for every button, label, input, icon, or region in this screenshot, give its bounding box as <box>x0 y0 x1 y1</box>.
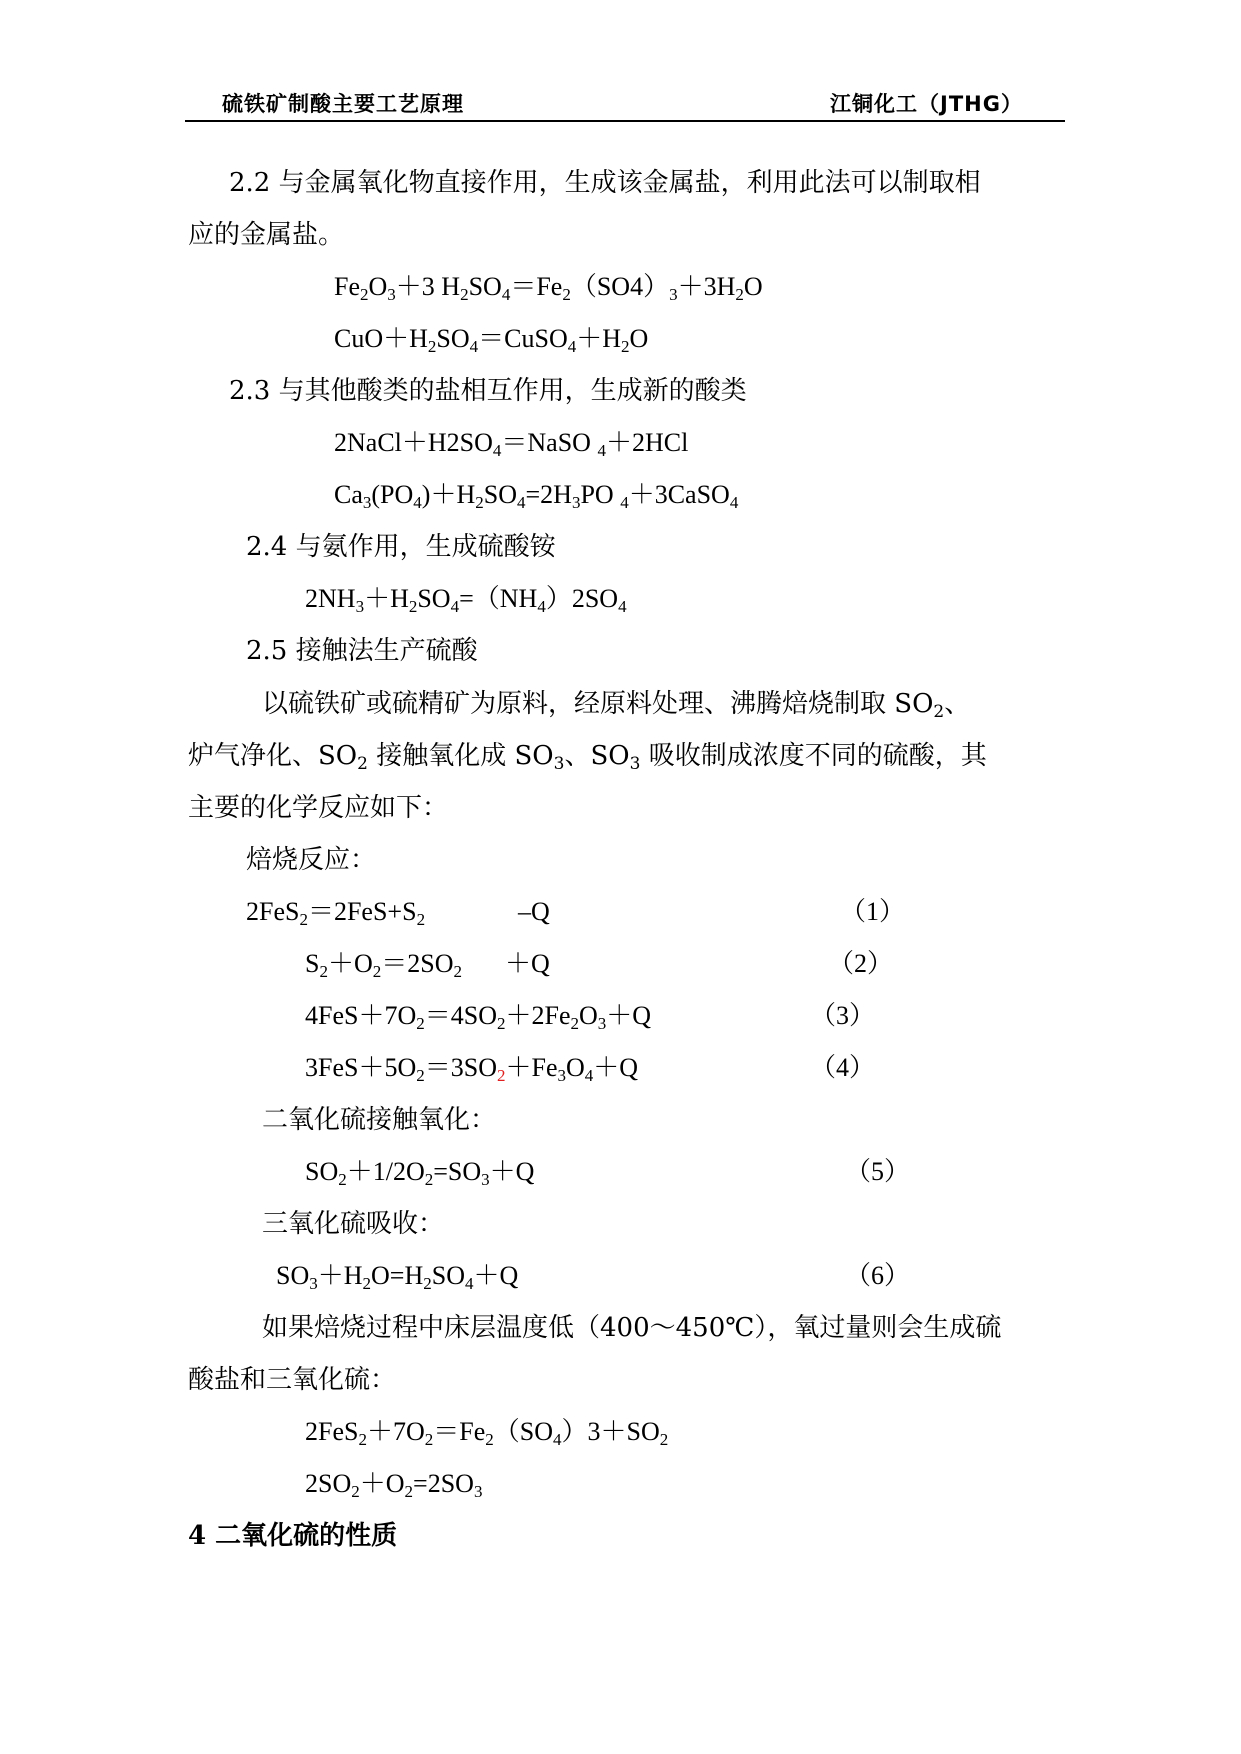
section-2-3-heading: 2.3 与其他酸类的盐相互作用，生成新的酸类 <box>229 376 747 406</box>
reaction-2-heat: ＋Q <box>505 949 550 978</box>
header-title: 硫铁矿制酸主要工艺原理 <box>222 92 464 116</box>
contact-process-line3: 主要的化学反应如下： <box>188 793 449 823</box>
section-2-2-line1: 2.2 与金属氧化物直接作用，生成该金属盐，利用此法可以制取相 <box>229 168 981 198</box>
roasting-label: 焙烧反应： <box>246 845 377 875</box>
equation-fe2o3: $Fe_2O_3+3$ $H_2SO_4=Fe_2(SO4)_3+3H_2O$ <box>334 272 763 304</box>
oxidation-label: 二氧化硫接触氧化： <box>262 1105 497 1135</box>
equation-cuo: $CuO+H_2SO_4=CuSO_4+H_2O$ <box>334 324 649 356</box>
equation-fes2-sulfate: $2FeS_2+7O_2=Fe_2(SO_4)3+SO_2$ <box>305 1417 669 1449</box>
reaction-3-number: （3） <box>810 1001 876 1030</box>
reaction-5-number: （5） <box>845 1157 911 1186</box>
equation-so2-so3: $2SO_2+O_2=2SO_3$ <box>305 1469 483 1501</box>
reaction-4-number: （4） <box>810 1053 876 1082</box>
reaction-2: $S_2+O_2=2SO_2$ <box>305 949 462 981</box>
reaction-2-number: （2） <box>828 949 894 978</box>
equation-nh3: $2NH_3+H_2SO_4=(NH_4)2SO_4$ <box>305 584 627 616</box>
absorption-label: 三氧化硫吸收： <box>262 1209 445 1239</box>
lowtemp-line1: 如果焙烧过程中床层温度低（400～450℃），氧过量则会生成硫 <box>262 1313 1002 1343</box>
section-4-heading: 4 二氧化硫的性质 <box>188 1521 398 1551</box>
equation-ca3po4: $Ca_3(PO_4)+H_2SO_4=2H_3PO$ $_4$＋3CaSO$_4$ <box>334 480 739 512</box>
contact-process-line2: 炉气净化、$SO_2$ 接触氧化成 $SO_3$、$SO_3$ 吸收制成浓度不同的硫酸，其 <box>188 741 987 774</box>
reaction-1-heat: –Q <box>518 897 550 926</box>
reaction-1-number: （1） <box>840 897 906 926</box>
section-2-4-heading: 2.4 与氨作用，生成硫酸铵 <box>246 532 556 562</box>
header-company: 江铜化工（JTHG） <box>830 92 1023 116</box>
reaction-3: $4FeS+7O_2=4SO_2+2Fe_2O_3+Q$ <box>305 1001 652 1033</box>
reaction-4: $3FeS+5O_2=3SO_2+Fe_3O_4+Q$ <box>305 1053 639 1085</box>
contact-process-line1: 以硫铁矿或硫精矿为原料，经原料处理、沸腾焙烧制取 $SO_2$、 <box>262 689 971 722</box>
section-2-2-line2: 应的金属盐。 <box>188 220 345 250</box>
lowtemp-line2: 酸盐和三氧化硫： <box>188 1365 397 1395</box>
equation-nacl: $2NaCl+H2SO_4=NaSO$ $_4$＋2HCl <box>334 428 689 460</box>
header-divider <box>185 120 1065 122</box>
reaction-5: $SO_2+1/2O_2=SO_3+Q$ <box>305 1157 535 1189</box>
reaction-6: $SO_3+H_2O=H_2SO_4+Q$ <box>276 1261 519 1293</box>
reaction-6-number: （6） <box>845 1261 911 1290</box>
reaction-1: $2FeS_2=2FeS+S_2$ <box>246 897 426 929</box>
section-2-5-heading: 2.5 接触法生产硫酸 <box>246 636 478 666</box>
